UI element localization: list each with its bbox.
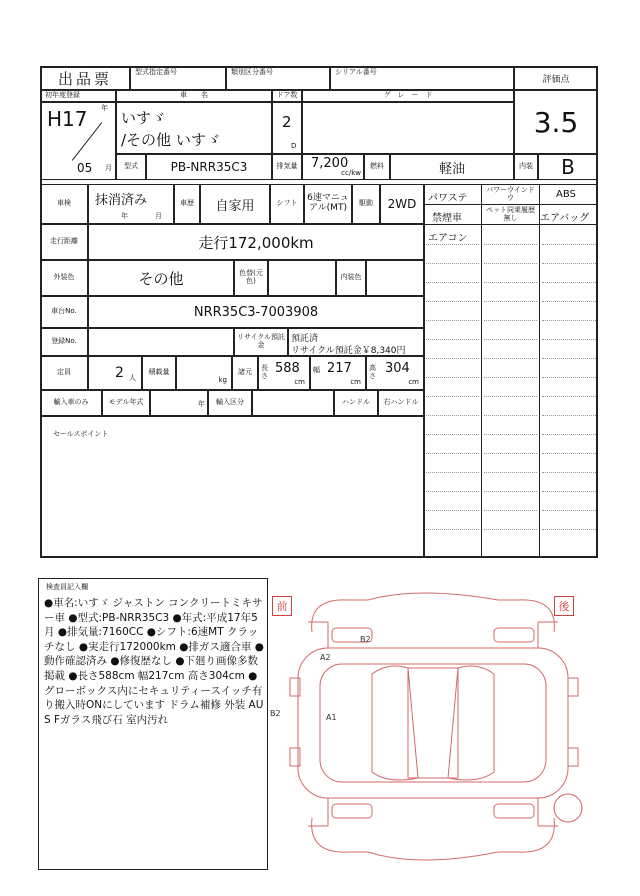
- dotted-line: [484, 453, 537, 454]
- type-value: PB-NRR35C3: [146, 154, 272, 180]
- options-divider-v1: [481, 184, 482, 558]
- damage-mark: B2: [360, 635, 371, 644]
- vin-value: NRR35C3-7003908: [88, 296, 424, 328]
- inspection-month: 月: [155, 212, 162, 220]
- front-label: 前: [272, 596, 292, 616]
- dotted-line: [426, 415, 479, 416]
- dotted-line: [484, 377, 537, 378]
- inspection-cell: [88, 184, 174, 224]
- persons-unit: 人: [129, 374, 136, 382]
- dotted-line: [484, 415, 537, 416]
- dotted-line: [426, 491, 479, 492]
- doors-value: 2: [282, 113, 292, 131]
- displacement-label: 排気量: [272, 154, 302, 180]
- dims-label: 諸元: [232, 356, 258, 390]
- dotted-line: [542, 491, 596, 492]
- dotted-line: [426, 396, 479, 397]
- option-power-steering: パワステ: [428, 193, 468, 204]
- import-class-cell: [252, 390, 334, 416]
- car-name-cell: [116, 102, 272, 154]
- damage-diagram: [268, 578, 600, 870]
- handle-label: ハンドル: [334, 390, 378, 416]
- dotted-line: [484, 472, 537, 473]
- dotted-line: [484, 263, 537, 264]
- dotted-line: [426, 377, 479, 378]
- doors-cell: [272, 102, 302, 154]
- year-unit: 年: [101, 104, 108, 112]
- dotted-line: [426, 358, 479, 359]
- capacity-cell: [88, 356, 142, 390]
- dotted-line: [542, 396, 596, 397]
- inspection-year: 年: [121, 212, 128, 220]
- vin-label: 車台No.: [40, 296, 88, 328]
- serial-label: シリアル番号: [330, 66, 514, 90]
- dotted-line: [484, 244, 537, 245]
- import-class-label: 輸入区分: [208, 390, 252, 416]
- dotted-line: [426, 510, 479, 511]
- interior-value: B: [538, 154, 598, 180]
- option-power-window: パワーウインドウ: [486, 186, 535, 202]
- dotted-line: [542, 510, 596, 511]
- month-unit: 月: [105, 164, 112, 172]
- dotted-line: [426, 472, 479, 473]
- category-label: 類別区分番号: [226, 66, 330, 90]
- displacement-cell: [302, 154, 364, 180]
- dotted-line: [426, 282, 479, 283]
- option-abs: ABS: [556, 189, 576, 200]
- height-label: 高さ: [369, 364, 376, 380]
- width-label: 幅: [313, 366, 320, 374]
- dotted-line: [542, 339, 596, 340]
- length-unit: cm: [294, 378, 305, 387]
- doors-label: ドア数: [272, 90, 302, 102]
- damage-mark: A1: [326, 713, 337, 722]
- load-label: 積載量: [142, 356, 176, 390]
- options-divider-v2: [539, 184, 540, 558]
- reg-no-cell: [88, 328, 234, 356]
- displacement-value: 7,200: [311, 156, 349, 171]
- reg-no-label: 登録No.: [40, 328, 88, 356]
- rating-value: 3.5: [514, 90, 598, 154]
- recycle-line2: リサイクル預託金￥8,340円: [291, 346, 406, 356]
- mileage-label: 走行距離: [40, 224, 88, 260]
- height-value: 304: [385, 361, 410, 376]
- dotted-line: [542, 358, 596, 359]
- model-year-label: モデル年式: [102, 390, 150, 416]
- dotted-line: [542, 453, 596, 454]
- inspection-label: 車検: [40, 184, 88, 224]
- month-value: 05: [77, 161, 93, 175]
- year-value: H17: [47, 107, 88, 131]
- length-label: 長さ: [261, 364, 268, 380]
- inspector-text: ●車名:いすゞ ジャストン コンクリートミキサー車 ●型式:PB-NRR35C3 ●年式:平成17年5月 ●排気量:7160CC ●シフト:6速MT クラッチなし ●実走行172000km ●排ガス適合車 ●動作確認済み ●修復歴なし ●下廻り画像多数掲載 ●長さ588cm 幅217cm 高さ304cm ●グローボックス内にセキュリティースイッチ有り搬入時ONにしています ドラム補修 外装 AUS Fガラス飛び石 室内汚れ: [44, 597, 264, 726]
- width-cell: [310, 356, 366, 390]
- dotted-line: [484, 529, 537, 530]
- type-label: 型式: [116, 154, 146, 180]
- load-unit: kg: [218, 376, 227, 385]
- color-change-cell: [268, 260, 336, 296]
- fuel-value: 軽油: [390, 154, 514, 180]
- width-value: 217: [327, 361, 352, 376]
- length-value: 588: [275, 361, 300, 376]
- height-cell: [366, 356, 424, 390]
- color-label: 外装色: [40, 260, 88, 296]
- dotted-line: [542, 434, 596, 435]
- dotted-line: [484, 510, 537, 511]
- model-year-unit: 年: [198, 400, 205, 408]
- rear-label: 後: [554, 596, 574, 616]
- persons-value: 2: [115, 365, 124, 381]
- interior-color-label: 内装色: [336, 260, 366, 296]
- option-aircon: エアコン: [428, 233, 468, 244]
- height-unit: cm: [408, 378, 419, 387]
- dotted-line: [426, 453, 479, 454]
- dotted-line: [484, 491, 537, 492]
- dotted-line: [426, 320, 479, 321]
- length-cell: [258, 356, 310, 390]
- color-value: その他: [88, 260, 234, 296]
- load-cell: [176, 356, 232, 390]
- dotted-line: [484, 396, 537, 397]
- first-reg-cell: [40, 102, 116, 180]
- grade-cell: [302, 102, 514, 154]
- inspector-label: 検査員記入欄: [46, 583, 88, 591]
- dotted-line: [542, 529, 596, 530]
- dotted-line: [542, 282, 596, 283]
- width-unit: cm: [350, 378, 361, 387]
- dotted-line: [426, 529, 479, 530]
- color-change-label: 色替(元色): [234, 260, 268, 296]
- shift-label: シフト: [270, 184, 304, 224]
- form-title: 出品票: [40, 66, 130, 90]
- dotted-line: [484, 434, 537, 435]
- rating-label: 評価点: [514, 66, 598, 90]
- dotted-line: [484, 320, 537, 321]
- dotted-line: [426, 339, 479, 340]
- dotted-line: [542, 415, 596, 416]
- option-pet-note: ペット同乗履歴無し: [486, 206, 535, 222]
- dotted-line: [542, 320, 596, 321]
- displacement-unit: cc/kw: [341, 169, 361, 178]
- damage-mark: A2: [320, 653, 331, 662]
- first-reg-label: 初年度登録: [40, 90, 116, 102]
- dotted-line: [484, 358, 537, 359]
- mileage-value: 走行172,000km: [88, 224, 424, 260]
- sales-point-label: セールスポイント: [53, 430, 109, 438]
- car-name-label: 車 名: [116, 90, 272, 102]
- dotted-line: [542, 263, 596, 264]
- inspection-value: 抹消済み: [95, 193, 148, 208]
- dotted-line: [484, 282, 537, 283]
- import-label: 輸入車のみ: [40, 390, 102, 416]
- dotted-line: [542, 244, 596, 245]
- drive-label: 駆動: [352, 184, 380, 224]
- handle-value: 右ハンドル: [378, 390, 424, 416]
- option-airbag: エアバッグ: [540, 213, 590, 224]
- recycle-label: リサイクル預託金: [234, 328, 288, 356]
- car-name-line2: /その他 いすゞ: [121, 131, 221, 149]
- dotted-line: [426, 301, 479, 302]
- recycle-line1: 預託済: [291, 334, 319, 344]
- option-non-smoking: 禁煙車: [432, 213, 462, 224]
- dotted-line: [426, 244, 479, 245]
- damage-mark: B2: [270, 709, 281, 718]
- dotted-line: [542, 472, 596, 473]
- fuel-label: 燃料: [364, 154, 390, 180]
- interior-color-cell: [366, 260, 424, 296]
- usage-label: 車歴: [174, 184, 200, 224]
- capacity-label: 定員: [40, 356, 88, 390]
- interior-label: 内装: [514, 154, 538, 180]
- dotted-line: [426, 263, 479, 264]
- usage-value: 自家用: [200, 184, 270, 224]
- car-outline-svg: [268, 578, 600, 870]
- dotted-line: [542, 301, 596, 302]
- dotted-line: [426, 434, 479, 435]
- doors-suffix: D: [291, 142, 297, 150]
- dotted-line: [484, 301, 537, 302]
- sales-point-box: [40, 416, 424, 558]
- model-spec-label: 型式指定番号: [130, 66, 226, 90]
- shift-value: 6速マニュアル(MT): [304, 184, 352, 224]
- dotted-line: [542, 377, 596, 378]
- dotted-line: [484, 339, 537, 340]
- car-name-line1: いすゞ: [121, 109, 167, 127]
- drive-value: 2WD: [380, 184, 424, 224]
- recycle-cell: [288, 328, 424, 356]
- model-year-cell: [150, 390, 208, 416]
- grade-label: グ レ ー ド: [302, 90, 514, 102]
